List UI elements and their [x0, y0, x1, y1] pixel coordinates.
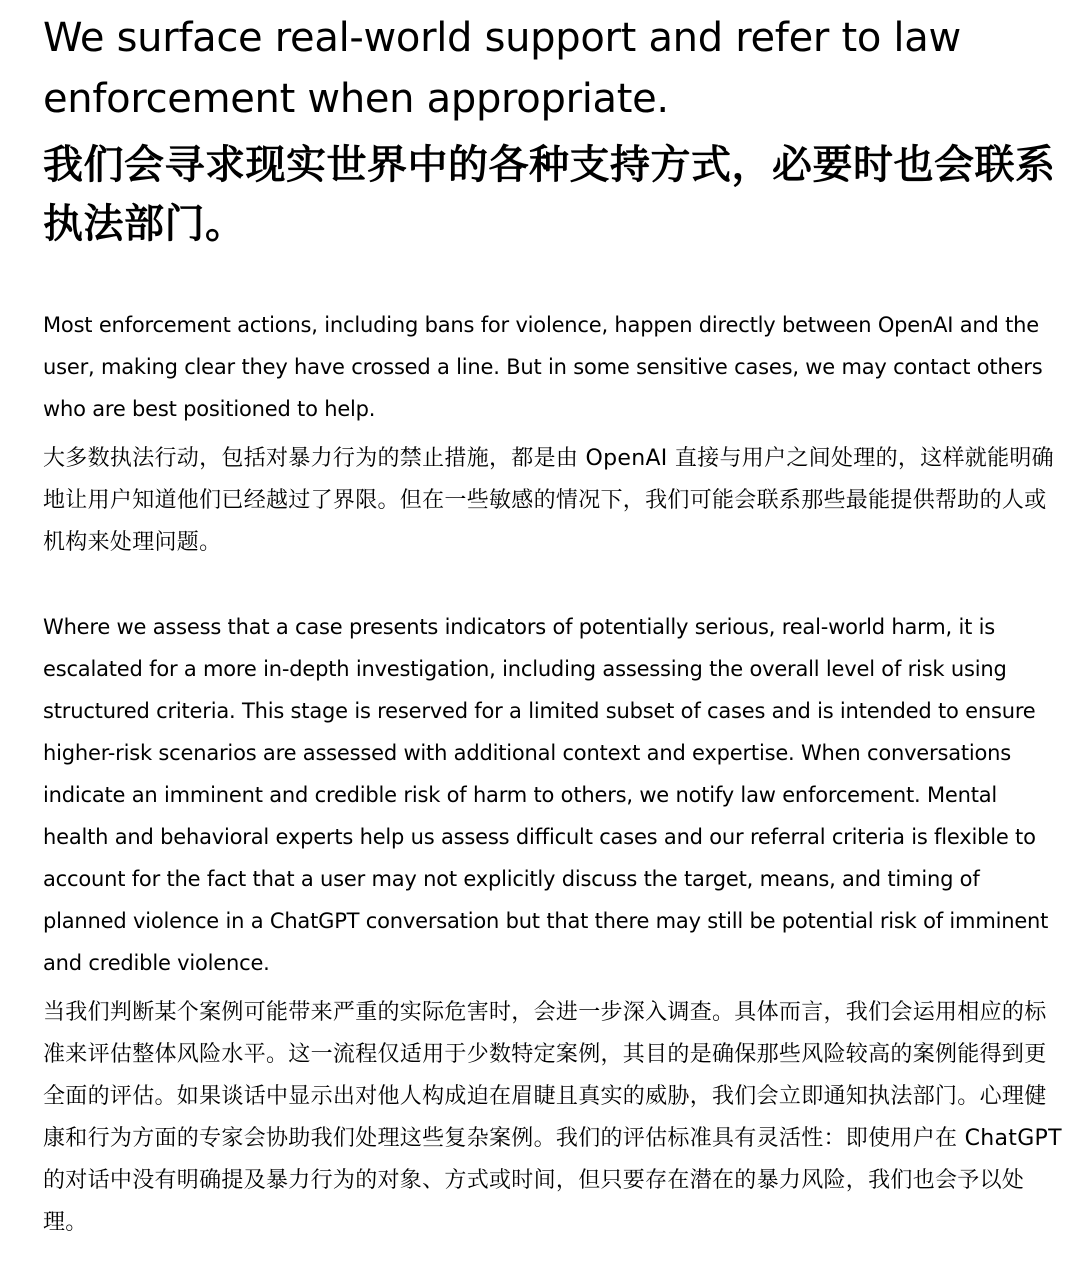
paragraph-chinese: 当我们判断某个案例可能带来严重的实际危害时，会进一步深入调查。具体而言，我们会运用相应的标准来评估整体风险水平。这一流程仅适用于少数特定案例，其目的是确保那些风险较高的案例能得到更全面的评估。如果谈话中显示出对他人构成迫在眉睫且真实的威胁，我们会立即通知执法部门。心理健康和行为方面的专家会协助我们处理这些复杂案例。我们的评估标准具有灵活性：即使用户在 ChatGPT 的对话中没有明确提及暴力行为的对象、方式或时间，但只要存在潜在的暴力风险，我们也会予以处理。: [43, 1000, 1062, 1235]
article: [43, 0, 1063, 1244]
page-title-chinese: 我们会寻求现实世界中的各种支持方式，必要时也会联系执法部门。: [43, 142, 1056, 247]
page-title-english: We surface real-world support and refer to law enforcement when appropriate.: [43, 15, 961, 122]
section-enforcement-actions: [43, 304, 1063, 564]
section-escalation: [43, 606, 1063, 1244]
paragraph-english: Where we assess that a case presents indicators of potentially serious, real-world harm, it is escalated for a more in-depth investigation, including assessing the overall level of risk using structured criteria. This stage is reserved for a limited subset of cases and is intended to ensure higher-risk scenarios are assessed with additional context and expertise. When conversations indicate an imminent and credible risk of harm to others, we notify law enforcement. Mental health and behavioral experts help us assess difficult cases and our referral criteria is flexible to account for the fact that a user may not explicitly discuss the target, means, and timing of planned violence in a ChatGPT conversation but that there may still be potential risk of imminent and credible violence.: [43, 615, 1049, 975]
paragraph-english: Most enforcement actions, including bans for violence, happen directly between OpenAI and the user, making clear they have crossed a line. But in some sensitive cases, we may contact others who are best positioned to help.: [43, 313, 1043, 421]
paragraph-chinese: 大多数执法行动，包括对暴力行为的禁止措施，都是由 OpenAI 直接与用户之间处理的，这样就能明确地让用户知道他们已经越过了界限。但在一些敏感的情况下，我们可能会联系那些最能提供帮助的人或机构来处理问题。: [43, 446, 1054, 555]
